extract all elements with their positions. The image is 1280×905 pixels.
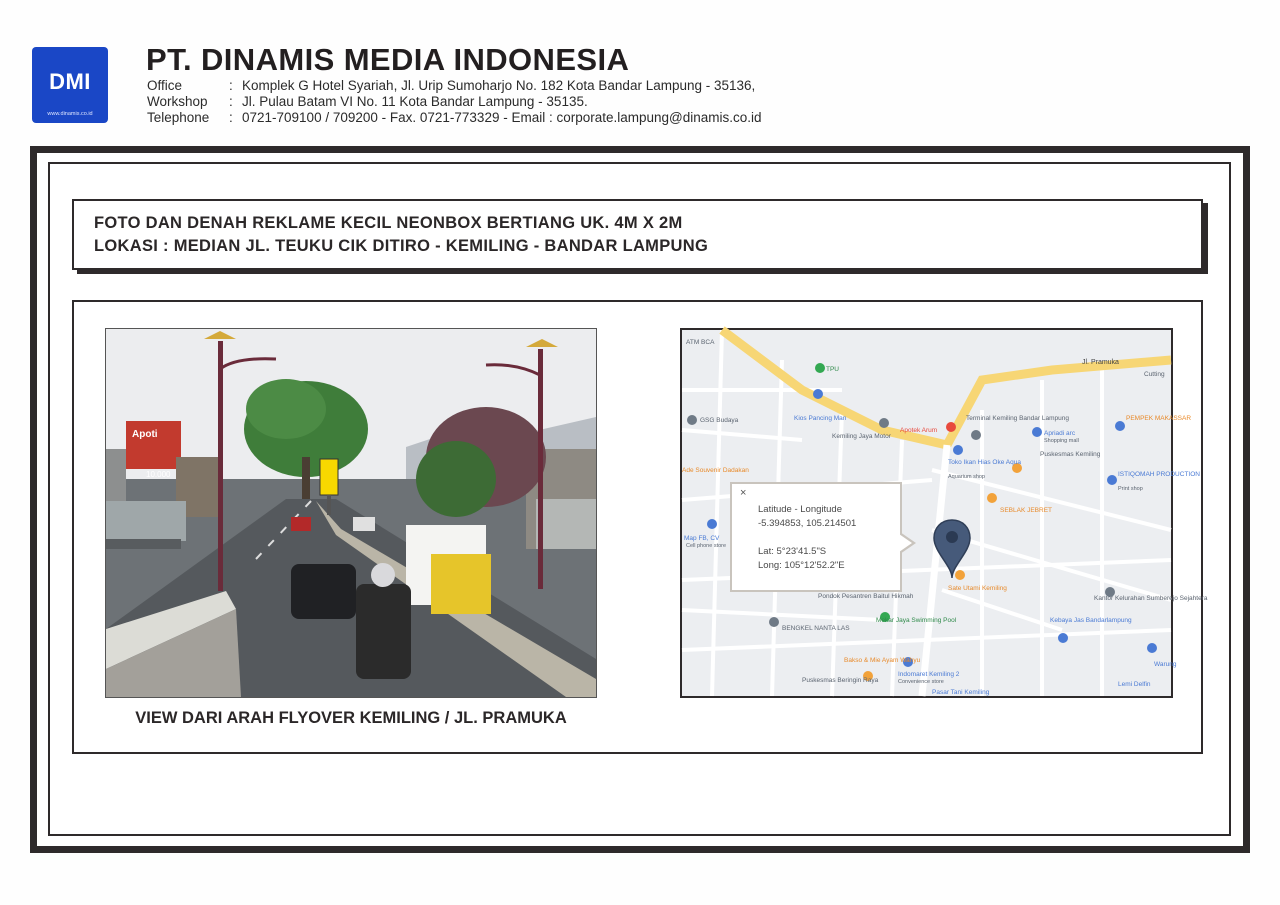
- street-scene: [106, 329, 596, 697]
- map-label: Ade Souvenir Dadakan: [682, 467, 749, 474]
- contact-block: [147, 78, 762, 126]
- map-label: Pasar Tani Kemiling: [932, 689, 990, 696]
- map-label: Kantor Kelurahan Sumberejo Sejahtera: [1094, 595, 1208, 602]
- map-label: TPU: [826, 366, 839, 373]
- close-icon[interactable]: ×: [740, 487, 747, 499]
- neonbox-sign: [320, 459, 338, 495]
- map-label: Cell phone store: [686, 543, 727, 549]
- map-label: PEMPEK MAKASSAR: [1126, 415, 1192, 422]
- contact-separator: :: [229, 94, 233, 109]
- popup-longitude: Long: 105°12'52.2"E: [758, 560, 845, 571]
- contact-office: [147, 78, 762, 94]
- map-label: Mekar Jaya Swimming Pool: [876, 617, 957, 624]
- map-label: Bakso & Mie Ayam Wahyu: [844, 657, 921, 664]
- contact-value: Jl. Pulau Batam VI No. 11 Kota Bandar Lampung - 35135.: [242, 94, 588, 109]
- location-map[interactable]: [680, 328, 1208, 698]
- map-label: Puskesmas Kemiling: [1040, 451, 1101, 458]
- logo-url: www.dinamis.co.id: [47, 111, 93, 117]
- title-line-2: LOKASI : MEDIAN JL. TEUKU CIK DITIRO - KEMILING - BANDAR LAMPUNG: [94, 237, 709, 255]
- contact-workshop: [147, 94, 762, 110]
- map-label: Convenience store: [898, 679, 944, 685]
- company-logo: [32, 47, 108, 123]
- map-label: Jl. Pramuka: [1082, 359, 1119, 366]
- map-label: Cutting: [1144, 371, 1165, 378]
- popup-latlong-value: -5.394853, 105.214501: [758, 518, 857, 529]
- map-label: Shopping mall: [1044, 438, 1079, 444]
- coordinates-popup: [730, 482, 902, 592]
- logo-text: DMI: [49, 69, 91, 94]
- map-label: Terminal Kemiling Bandar Lampung: [966, 415, 1069, 422]
- contact-label: Workshop: [147, 94, 208, 109]
- map-label: Map FB, CV: [684, 535, 720, 542]
- contact-separator: :: [229, 110, 233, 125]
- contact-label: Office: [147, 78, 183, 93]
- company-name: PT. DINAMIS MEDIA INDONESIA: [146, 42, 630, 77]
- popup-latlong-label: Latitude - Longitude: [758, 504, 842, 515]
- contact-value: 0721-709100 / 709200 - Fax. 0721-773329 - Email : corporate.lampung@dinamis.co.id: [242, 110, 762, 125]
- billboard-text: Apoti: [132, 429, 158, 440]
- map-label: BENGKEL NANTA LAS: [782, 625, 850, 632]
- map-label: SEBLAK JEBRET: [1000, 507, 1053, 514]
- map-label: Apotek Arum: [900, 427, 938, 434]
- title-line-1: FOTO DAN DENAH REKLAME KECIL NEONBOX BERTIANG UK. 4M X 2M: [94, 214, 683, 232]
- contact-label: Telephone: [147, 110, 210, 125]
- black-car: [291, 564, 356, 619]
- map-label: Kemiling Jaya Motor: [832, 433, 891, 440]
- photo-caption: VIEW DARI ARAH FLYOVER KEMILING / JL. PRAMUKA: [135, 709, 567, 727]
- truck-cab: [431, 554, 491, 614]
- title-box: [72, 199, 1203, 270]
- popup-pointer: [900, 532, 916, 554]
- map-label: Indomaret Kemiling 2: [898, 671, 960, 678]
- map-label: Kios Pancing Man: [794, 415, 847, 422]
- map-label: Apriadi arc: [1044, 430, 1076, 437]
- contact-value: Komplek G Hotel Syariah, Jl. Urip Sumoharjo No. 182 Kota Bandar Lampung - 35136,: [242, 78, 756, 93]
- contact-separator: :: [229, 78, 233, 93]
- map-label: Sate Utami Kemiling: [948, 585, 1007, 592]
- map-label: Print shop: [1118, 486, 1143, 492]
- map-label: Lemi Delfin: [1118, 681, 1151, 688]
- map-label: Toko Ikan Hias Oke Aqua: [948, 459, 1021, 466]
- map-label: Pondok Pesantren Baitul Hikmah: [818, 593, 914, 600]
- street-photo: [105, 328, 597, 698]
- location-pin-icon[interactable]: [932, 518, 972, 584]
- map-label: Puskesmas Beringin Raya: [802, 677, 879, 684]
- billboard-price: 10.000: [146, 470, 171, 479]
- map-label: Aquarium shop: [948, 474, 985, 480]
- contact-telephone: [147, 110, 762, 126]
- motorcycle-rider: [356, 584, 411, 679]
- popup-latitude: Lat: 5°23'41.5"S: [758, 546, 827, 557]
- map-label: ATM BCA: [686, 339, 715, 346]
- map-label: Warung: [1154, 661, 1177, 668]
- map-label: GSG Budaya: [700, 417, 739, 424]
- map-label: Kebaya Jas Bandarlampung: [1050, 617, 1132, 624]
- map-label: ISTIQOMAH PRODUCTION: [1118, 471, 1200, 478]
